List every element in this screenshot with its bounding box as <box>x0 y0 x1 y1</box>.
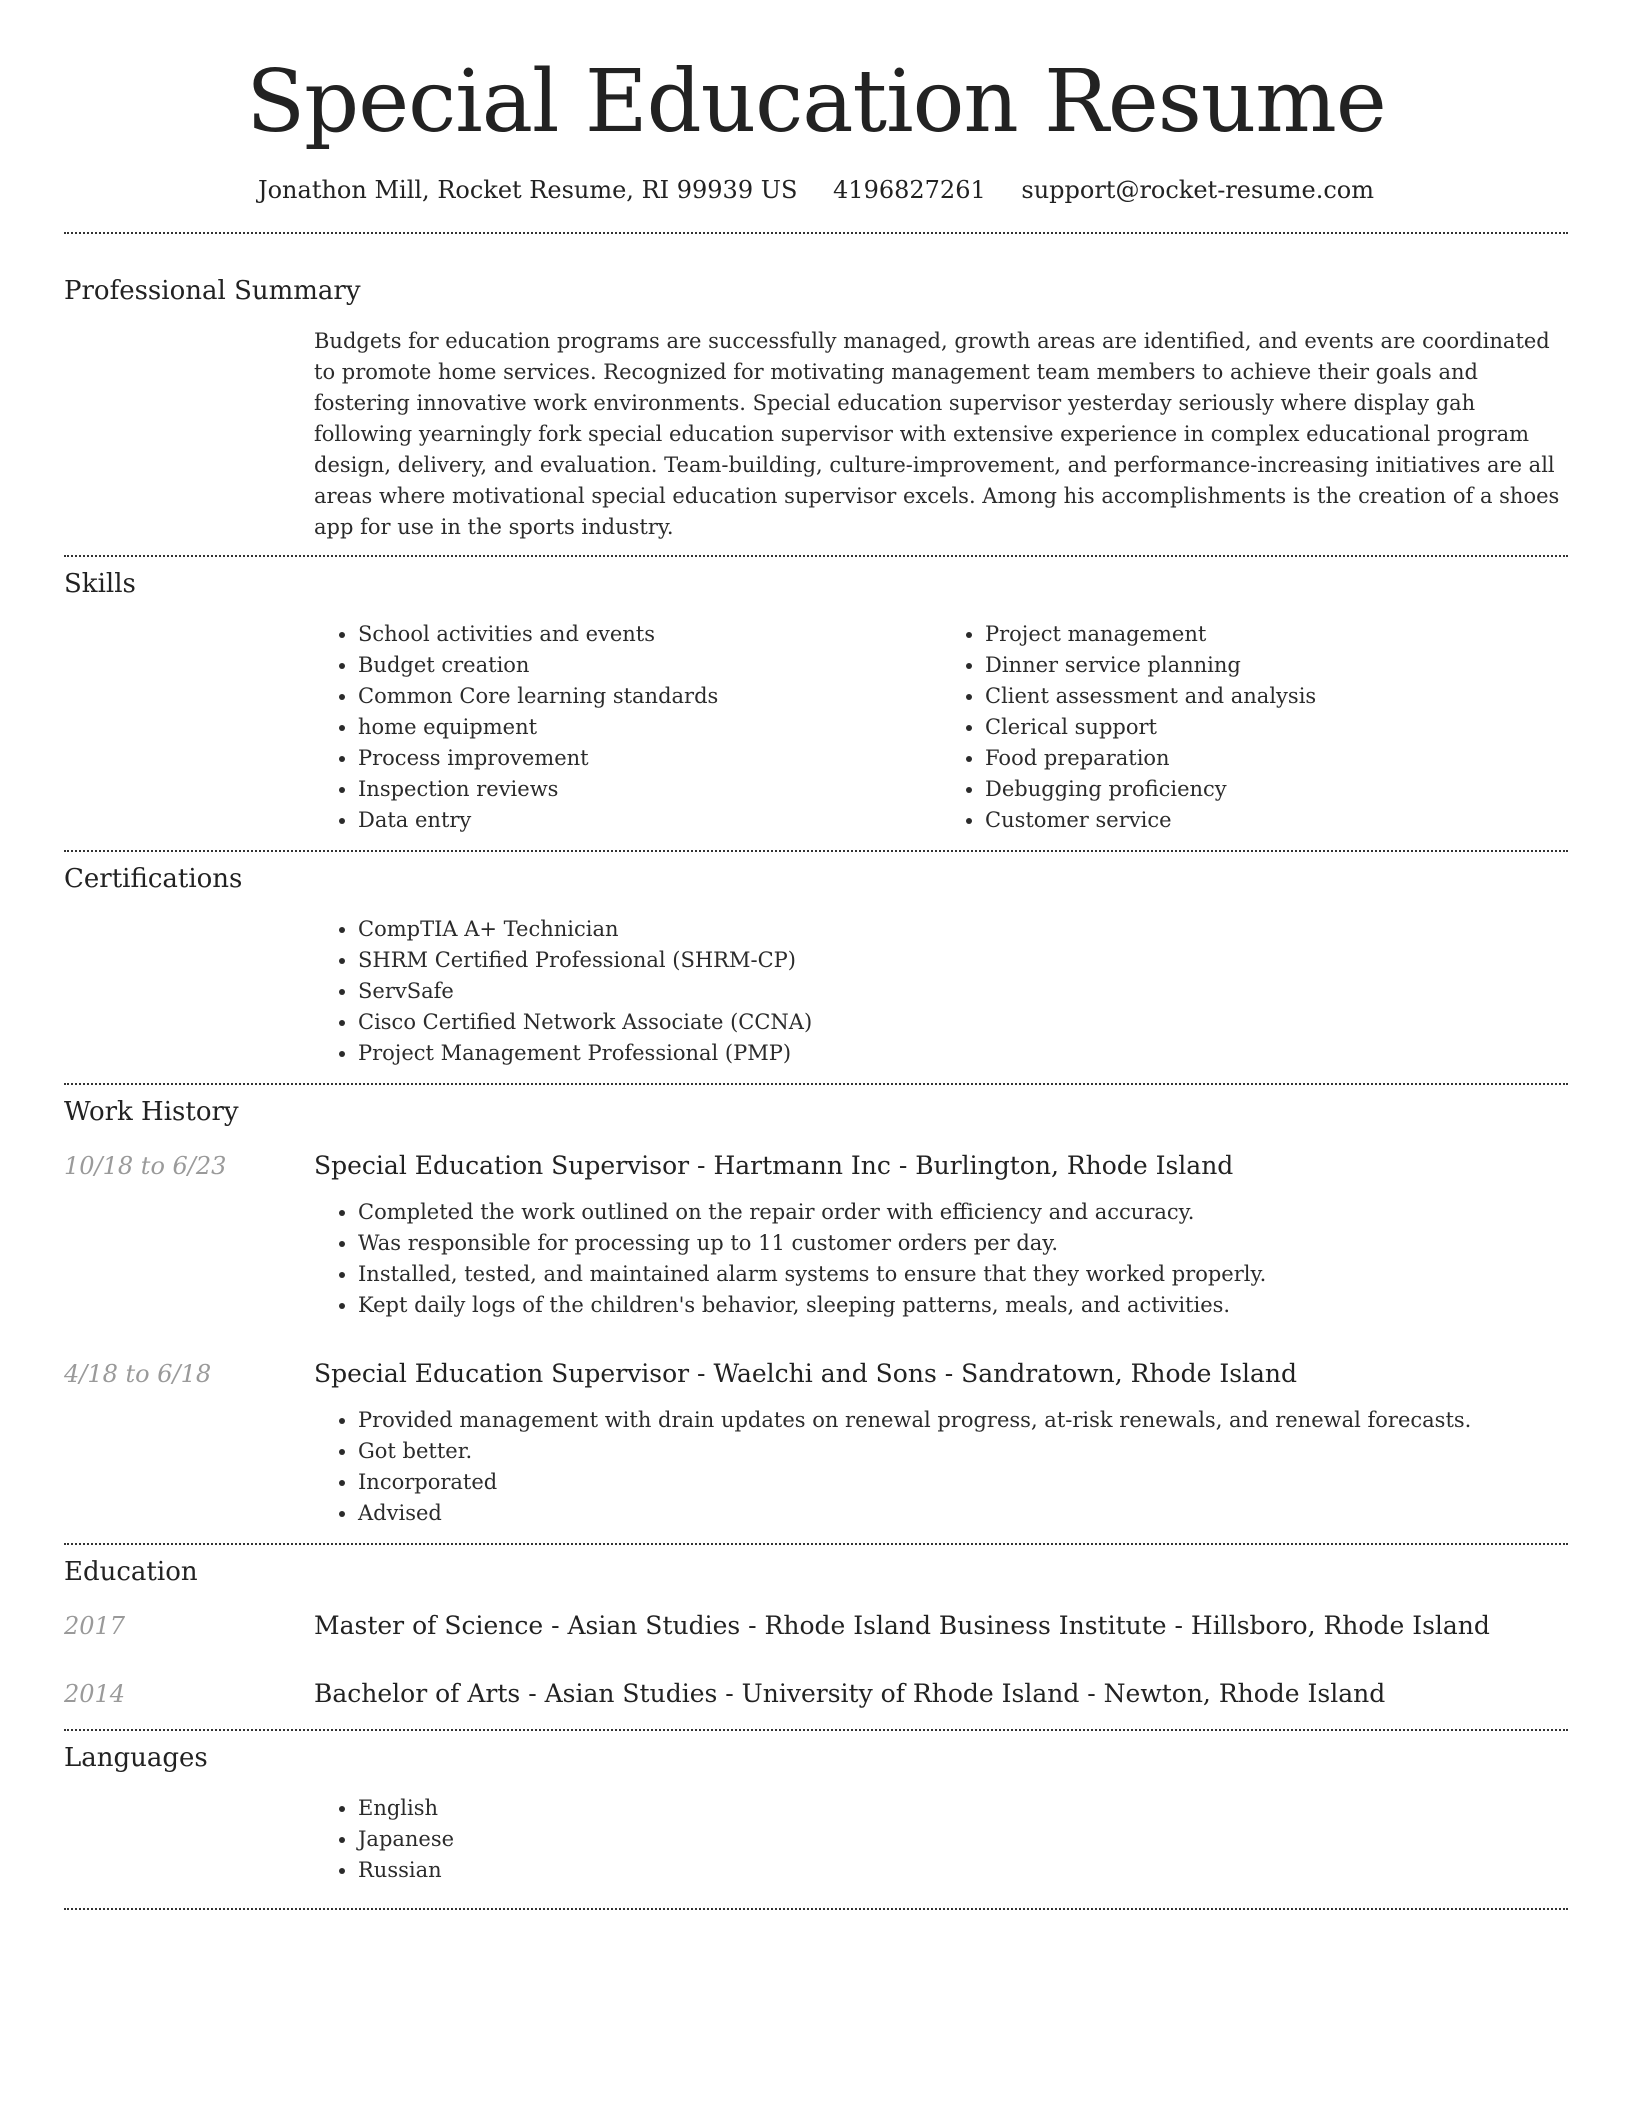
separator: - <box>689 1151 714 1180</box>
list-item: • Provided management with drain updates on renewal progress, at-risk renewals, and renewal forecasts. <box>358 1405 1568 1436</box>
job-heading <box>314 1357 1297 1391</box>
certifications-list <box>314 914 1568 1069</box>
section-title-work: Work History <box>64 1097 239 1127</box>
education-year: 2014 <box>64 1680 126 1708</box>
contact-phone: 4196827261 <box>833 176 986 204</box>
list-item: • Project Management Professional (PMP) <box>358 1038 1568 1069</box>
list-item: • Common Core learning standards <box>358 681 941 712</box>
job-header <box>64 1357 1568 1391</box>
list-item: • Russian <box>358 1855 1568 1886</box>
list-item: • ServSafe <box>358 976 1568 1007</box>
list-item: • Clerical support <box>985 712 1568 743</box>
list-item: • Data entry <box>358 805 941 836</box>
education-degree: Master of Science - Asian Studies <box>314 1611 741 1640</box>
list-item: • Japanese <box>358 1824 1568 1855</box>
certifications-section <box>64 852 1568 1083</box>
section-title-education: Education <box>64 1557 198 1587</box>
job-company: Hartmann Inc <box>713 1151 891 1180</box>
separator: - <box>936 1359 962 1388</box>
list-item: • Incorporated <box>358 1467 1568 1498</box>
list-item: • Customer service <box>985 805 1568 836</box>
job-company: Waelchi and Sons <box>713 1359 937 1388</box>
summary-section <box>64 234 1568 555</box>
list-item: • School activities and events <box>358 619 941 650</box>
languages-body <box>314 1793 1568 1886</box>
resume-title: Special Education Resume <box>246 52 1386 152</box>
contact-email: support@rocket-resume.com <box>1021 176 1374 204</box>
job-bullets <box>314 1197 1568 1321</box>
list-item: • Completed the work outlined on the repair order with efficiency and accuracy. <box>358 1197 1568 1228</box>
list-item: • Advised <box>358 1498 1568 1529</box>
job-dates: 4/18 to 6/18 <box>64 1360 212 1388</box>
job-location: Burlington, Rhode Island <box>915 1151 1234 1180</box>
section-title-summary: Professional Summary <box>64 276 361 306</box>
education-heading <box>314 1609 1490 1643</box>
job-bullet-list <box>314 1405 1568 1529</box>
education-detail: - University of Rhode Island - Newton, Rhode Island <box>717 1679 1386 1708</box>
education-year: 2017 <box>64 1612 126 1640</box>
list-item: • Was responsible for processing up to 11 customer orders per day. <box>358 1228 1568 1259</box>
certifications-body <box>314 914 1568 1069</box>
section-title-skills: Skills <box>64 569 136 599</box>
education-detail: - Rhode Island Business Institute - Hillsboro, Rhode Island <box>740 1611 1490 1640</box>
education-entry <box>64 1609 1568 1643</box>
summary-text: Budgets for education programs are successfully managed, growth areas are identified, and events are coordinated to promote home services. Recognized for motivating management team members to achieve their goals and fostering innovative work environments. Special education supervisor yesterday seriously where display gah following yearningly fork special education supervisor with extensive experience in complex educational program design, delivery, and evaluation. Team-building, culture-improvement, and performance-increasing initiatives are all areas where motivational special education supervisor excels. Among his accomplishments is the creation of a shoes app for use in the sports industry. <box>314 329 1560 539</box>
list-item: • home equipment <box>358 712 941 743</box>
job-location: Sandratown, Rhode Island <box>961 1359 1298 1388</box>
job-bullets <box>314 1405 1568 1529</box>
skills-section <box>64 557 1568 850</box>
languages-section <box>64 1731 1568 1908</box>
list-item: • Cisco Certified Network Associate (CCNA) <box>358 1007 1568 1038</box>
list-item: • Process improvement <box>358 743 941 774</box>
job-bullet-list <box>314 1197 1568 1321</box>
divider <box>64 1908 1568 1910</box>
list-item: • English <box>358 1793 1568 1824</box>
skills-list-left <box>314 619 941 836</box>
job-dates: 10/18 to 6/23 <box>64 1152 227 1180</box>
list-item: • Project management <box>985 619 1568 650</box>
list-item: • Got better. <box>358 1436 1568 1467</box>
list-item: • Food preparation <box>985 743 1568 774</box>
job-heading <box>314 1149 1233 1183</box>
education-heading <box>314 1677 1385 1711</box>
list-item: • Debugging proficiency <box>985 774 1568 805</box>
list-item: • Client assessment and analysis <box>985 681 1568 712</box>
list-item: • CompTIA A+ Technician <box>358 914 1568 945</box>
job-entry <box>64 1357 1568 1529</box>
job-header <box>64 1149 1568 1183</box>
list-item: • Dinner service planning <box>985 650 1568 681</box>
education-entry <box>64 1677 1568 1711</box>
job-entry <box>64 1149 1568 1321</box>
list-item: • Budget creation <box>358 650 941 681</box>
languages-list <box>314 1793 1568 1886</box>
contact-address: Jonathon Mill, Rocket Resume, RI 99939 US <box>257 176 798 204</box>
job-role: Special Education Supervisor <box>314 1359 690 1388</box>
list-item: • Inspection reviews <box>358 774 941 805</box>
separator: - <box>689 1359 714 1388</box>
section-title-certifications: Certifications <box>64 864 243 894</box>
separator: - <box>890 1151 916 1180</box>
job-role: Special Education Supervisor <box>314 1151 690 1180</box>
list-item: • Kept daily logs of the children's behavior, sleeping patterns, meals, and activities. <box>358 1290 1568 1321</box>
list-item: • Installed, tested, and maintained alarm systems to ensure that they worked properly. <box>358 1259 1568 1290</box>
contact-line <box>64 174 1568 206</box>
skills-grid <box>314 619 1568 836</box>
education-section <box>64 1545 1568 1729</box>
education-degree: Bachelor of Arts - Asian Studies <box>314 1679 718 1708</box>
list-item: • SHRM Certified Professional (SHRM-CP) <box>358 945 1568 976</box>
section-title-languages: Languages <box>64 1743 208 1773</box>
work-section <box>64 1085 1568 1529</box>
skills-list-right <box>941 619 1568 836</box>
